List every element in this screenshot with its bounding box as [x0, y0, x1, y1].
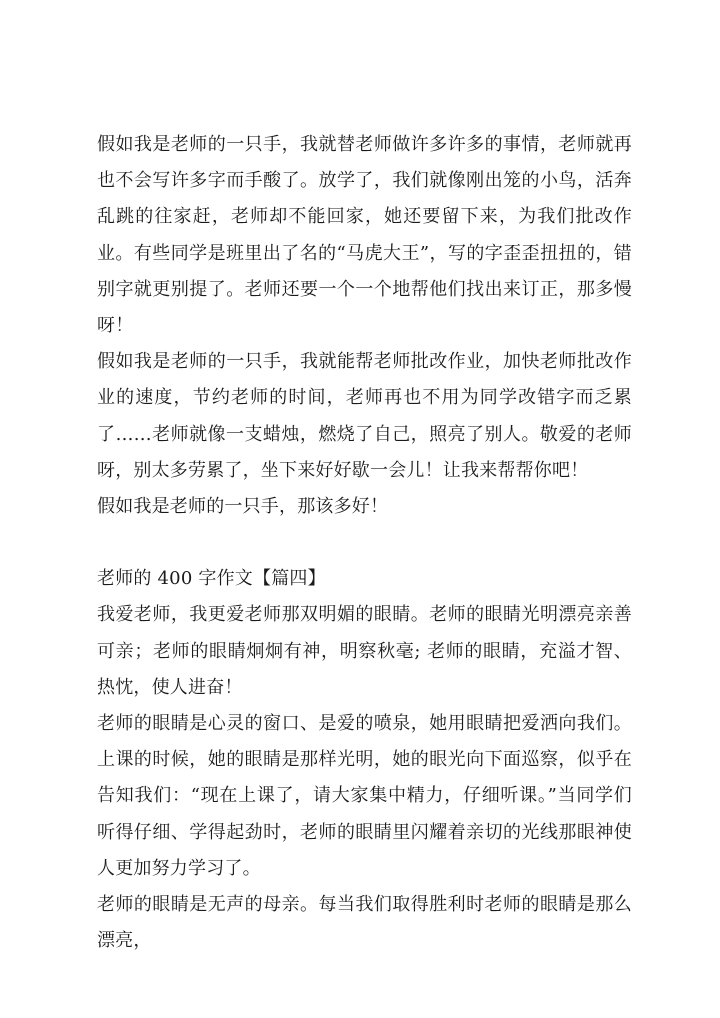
section-heading: 老师的 400 字作文【篇四】 — [97, 568, 326, 590]
paragraph-hand-2: 假如我是老师的一只手，我就能帮老师批改作业，加快老师批改作业的速度，节约老师的时间，老师再也不用为同学改错字而乏累了……老师就像一支蜡烛，燃烧了自己，照亮了别人。敬爱的老师呀，别太多劳累了，坐下来好好歇一会儿！让我来帮帮你吧！ — [97, 351, 632, 481]
paragraph-hand-3: 假如我是老师的一只手，那该多好！ — [97, 496, 389, 518]
document-page — [97, 127, 632, 959]
section-spacer — [97, 525, 632, 561]
paragraph-eyes-2: 老师的眼睛是心灵的窗口、是爱的喷泉，她用眼睛把爱洒向我们。上课的时候，她的眼睛是那样光明，她的眼光向下面巡察，似乎在告知我们：“现在上课了，请大家集中精力，仔细听课。”当同学们听得仔细、学得起劲时，老师的眼睛里闪耀着亲切的光线那眼神使人更加努力学习了。 — [97, 713, 632, 879]
paragraph-eyes-3: 老师的眼睛是无声的母亲。每当我们取得胜利时老师的眼睛是那么漂亮， — [97, 894, 632, 952]
paragraph-hand-1: 假如我是老师的一只手，我就替老师做许多许多的事情，老师就再也不会写许多字而手酸了。放学了，我们就像刚出笼的小鸟，活奔乱跳的往家赶，老师却不能回家，她还要留下来，为我们批改作业。有些同学是班里出了名的“马虎大王”，写的字歪歪扭扭的，错别字就更别提了。老师还要一个一个地帮他们找出来订正，那多慢呀！ — [97, 134, 632, 337]
paragraph-eyes-1: 我爱老师，我更爱老师那双明媚的眼睛。老师的眼睛光明漂亮亲善可亲；老师的眼睛炯炯有神，明察秋毫; 老师的眼睛，充溢才智、热忱，使人进奋！ — [97, 604, 632, 698]
